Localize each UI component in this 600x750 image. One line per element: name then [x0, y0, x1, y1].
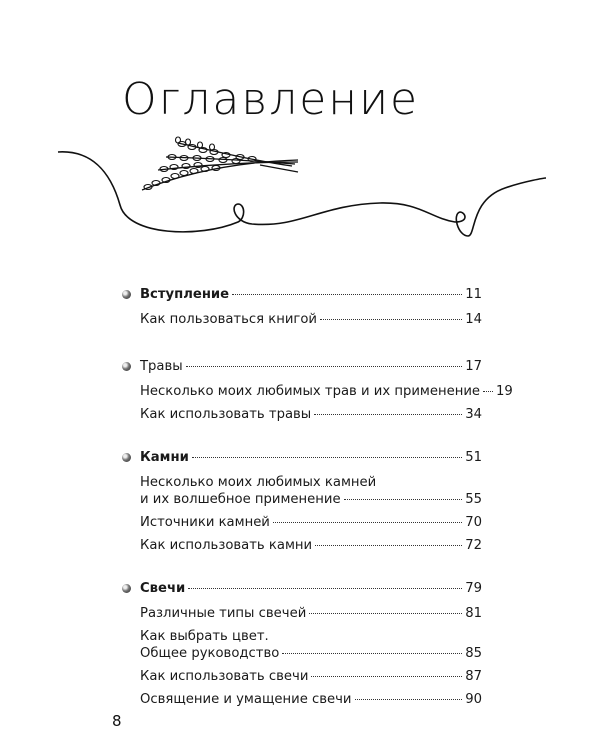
toc-section	[122, 286, 482, 328]
leader-dots	[282, 653, 462, 654]
leader-dots	[314, 414, 462, 415]
leader-dots	[309, 613, 462, 614]
toc-entry[interactable]	[122, 383, 513, 400]
leader-dots	[355, 699, 463, 700]
leader-dots	[344, 499, 463, 500]
page-ref: 55	[465, 492, 482, 507]
entry-title: Источники камней	[140, 515, 270, 530]
page-ref: 17	[465, 359, 482, 374]
leader-dots	[311, 676, 462, 677]
entry-title: Как использовать камни	[140, 538, 313, 553]
bullet-icon	[122, 453, 131, 462]
toc-entry[interactable]	[122, 605, 482, 622]
leader-dots	[273, 522, 462, 523]
bullet-icon	[122, 584, 131, 593]
bullet-icon	[122, 362, 131, 371]
entry-title-line: Несколько моих любимых камней	[140, 475, 377, 490]
leader-dots	[192, 457, 462, 458]
toc-section	[122, 358, 513, 423]
page-ref: 11	[465, 287, 482, 302]
entry-title: Как пользоваться книгой	[140, 312, 317, 327]
chapter-title: Травы	[140, 359, 183, 374]
chapter-title: Вступление	[140, 287, 230, 302]
chapter-title: Камни	[140, 450, 189, 465]
page-ref: 81	[465, 606, 482, 621]
toc-chapter-entry[interactable]	[122, 580, 482, 597]
toc-chapter-entry[interactable]	[122, 286, 482, 303]
bullet-icon	[122, 290, 131, 299]
chapter-title: Свечи	[140, 581, 186, 596]
leader-dots	[232, 294, 462, 295]
toc-chapter-entry[interactable]	[122, 449, 482, 466]
entry-title: Освящение и умащение свечи	[140, 692, 352, 707]
page-ref: 34	[465, 407, 482, 422]
page-ref: 19	[496, 384, 513, 399]
toc-entry[interactable]	[122, 668, 482, 685]
entry-title: Как использовать травы	[140, 407, 312, 422]
toc-entry[interactable]	[122, 645, 482, 662]
entry-title: Как использовать свечи	[140, 669, 309, 684]
toc-chapter-entry[interactable]	[122, 358, 482, 375]
toc-entry[interactable]	[122, 691, 482, 708]
page-ref: 14	[465, 312, 482, 327]
page-number: 8	[112, 712, 122, 730]
toc-entry[interactable]	[122, 537, 482, 554]
leader-dots	[315, 545, 462, 546]
entry-title: Различные типы свечей	[140, 606, 307, 621]
page-ref: 72	[465, 538, 482, 553]
page-ref: 87	[465, 669, 482, 684]
entry-title: Несколько моих любимых трав и их применение	[140, 384, 481, 399]
entry-title: и их волшебное применение	[140, 492, 341, 507]
entry-title-line: Как выбрать цвет.	[140, 629, 269, 644]
toc-entry[interactable]	[122, 311, 482, 328]
toc-section	[122, 580, 482, 708]
toc-section	[122, 449, 482, 554]
page-ref: 70	[465, 515, 482, 530]
leader-dots	[188, 588, 462, 589]
page-ref: 85	[465, 646, 482, 661]
toc-entry[interactable]	[122, 406, 482, 423]
page-ref: 90	[465, 692, 482, 707]
lavender-decoration	[0, 0, 600, 300]
toc-entry[interactable]	[122, 514, 482, 531]
leader-dots	[186, 366, 463, 367]
entry-title: Общее руководство	[140, 646, 280, 661]
page-ref: 79	[465, 581, 482, 596]
table-of-contents	[122, 286, 513, 708]
leader-dots	[320, 319, 462, 320]
page-ref: 51	[465, 450, 482, 465]
leader-dots	[483, 391, 493, 392]
toc-entry[interactable]	[122, 491, 482, 508]
page-title: Оглавление	[122, 74, 420, 125]
